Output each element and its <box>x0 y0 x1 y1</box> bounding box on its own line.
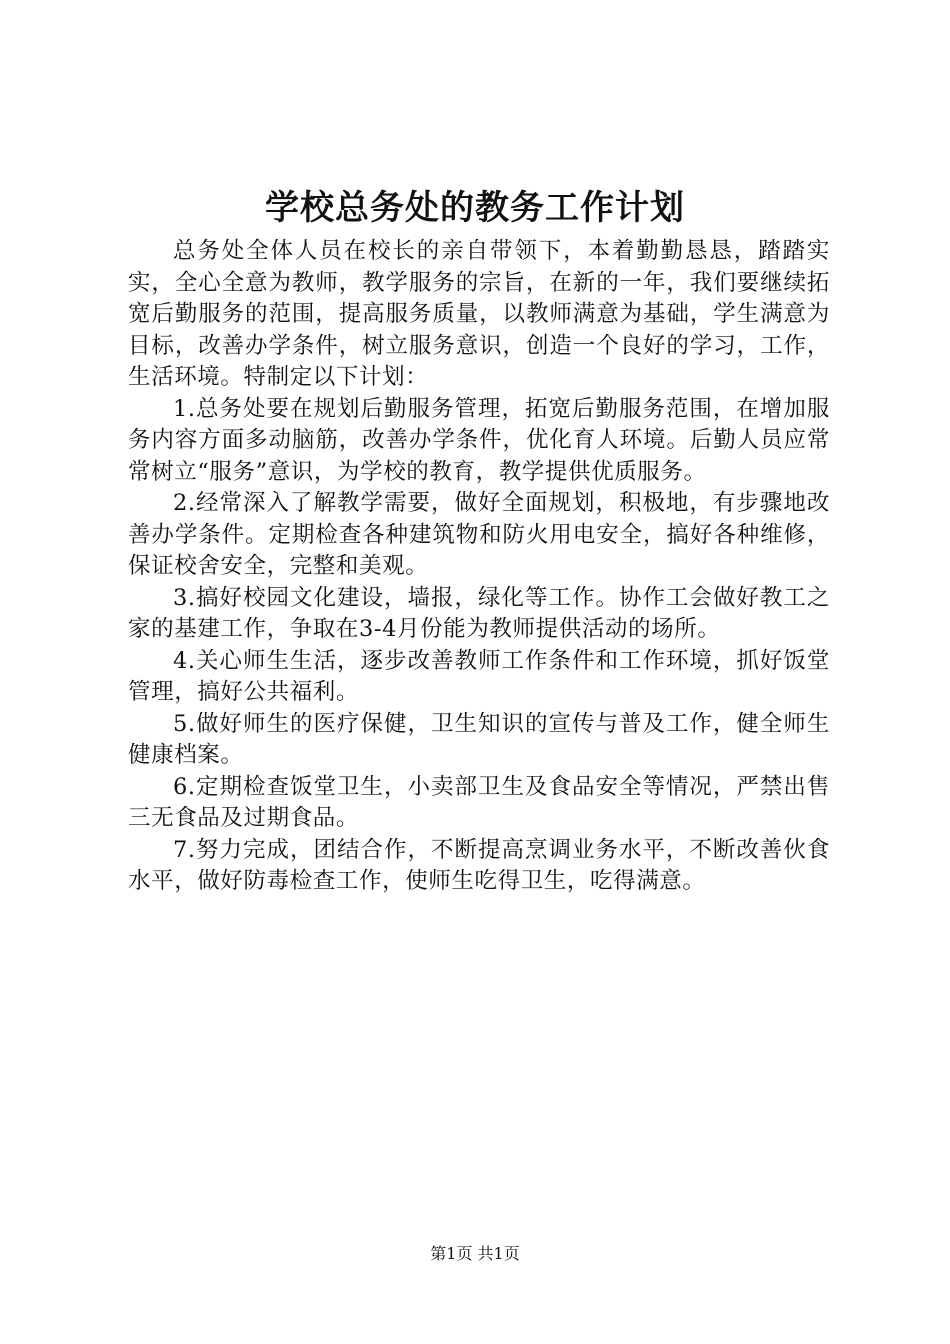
plan-item-5: 5.做好师生的医疗保健，卫生知识的宣传与普及工作，健全师生健康档案。 <box>128 710 830 768</box>
plan-item-7: 7.努力完成，团结合作，不断提高烹调业务水平，不断改善伙食水平，做好防毒检查工作，使师生吃得卫生，吃得满意。 <box>128 836 830 894</box>
plan-item-6: 6.定期检查饭堂卫生，小卖部卫生及食品安全等情况，严禁出售三无食品及过期食品。 <box>128 773 830 831</box>
plan-item-4: 4.关心师生生活，逐步改善教师工作条件和工作环境，抓好饭堂管理，搞好公共福利。 <box>128 647 830 705</box>
plan-item-1: 1.总务处要在规划后勤服务管理，拓宽后勤服务范围，在增加服务内容方面多动脑筋，改善办学条件，优化育人环境。后勤人员应常常树立“服务”意识，为学校的教育，教学提供优质服务。 <box>128 395 830 485</box>
document-title: 学校总务处的教务工作计划 <box>265 188 685 228</box>
document-body <box>128 236 830 898</box>
plan-item-2: 2.经常深入了解教学需要，做好全面规划，积极地，有步骤地改善办学条件。定期检查各种建筑物和防火用电安全，搞好各种维修，保证校舍安全，完整和美观。 <box>128 490 830 579</box>
intro-paragraph: 总务处全体人员在校长的亲自带领下，本着勤勤恳恳，踏踏实实，全心全意为教师，教学服务的宗旨，在新的一年，我们要继续拓宽后勤服务的范围，提高服务质量，以教师满意为基础，学生满意为目标，改善办学条件，树立服务意识，创造一个良好的学习，工作，生活环境。特制定以下计划： <box>128 238 830 390</box>
plan-item-3: 3.搞好校园文化建设，墙报，绿化等工作。协作工会做好教工之家的基建工作，争取在3-4月份能为教师提供活动的场所。 <box>128 584 830 642</box>
page-footer: 第1页 共1页 <box>430 1244 520 1263</box>
